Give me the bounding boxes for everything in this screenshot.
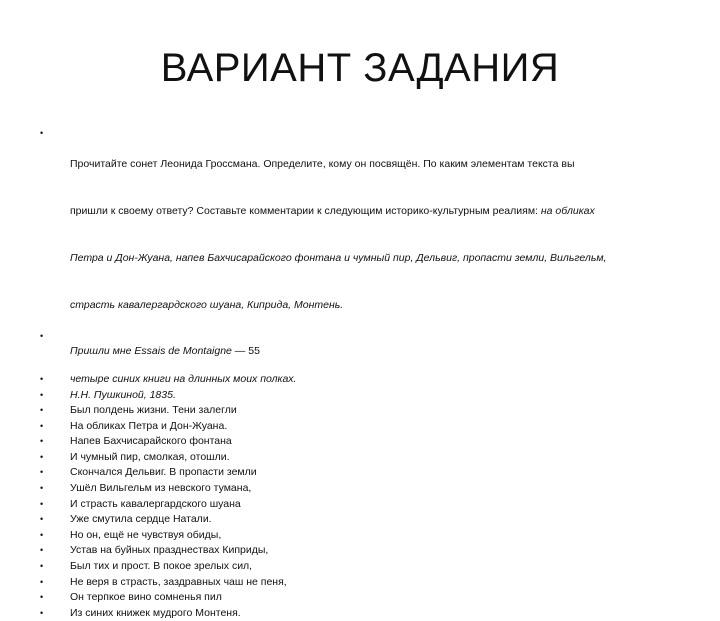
bullet-marker: •: [40, 498, 44, 509]
bullet-marker: •: [40, 514, 44, 525]
intro-bullet: [40, 126, 690, 344]
poem-line-text: Устав на буйных празднествах Киприды,: [70, 544, 269, 557]
bullet-marker: •: [40, 451, 44, 462]
poem-line-text: Он терпкое вино сомненья пил: [70, 591, 222, 604]
poem-line-text: Из синих книжек мудрого Монтеня.: [70, 606, 241, 619]
bullet-marker: •: [40, 561, 44, 572]
poem-line-text: Уже смутила сердце Натали.: [70, 513, 212, 526]
bullet-marker: •: [40, 436, 44, 447]
poem-line: [40, 606, 690, 621]
poem-line-text: И страсть кавалергардского шуана: [70, 497, 241, 510]
bullet-marker: •: [40, 373, 44, 384]
intro-line: Петра и Дон-Жуана, напев Бахчисарайского фонтана и чумный пир, Дельвиг, пропасти земли, Вильгельм,: [70, 251, 607, 264]
bullet-marker: •: [40, 529, 44, 540]
poem-line-text: На обликах Петра и Дон-Жуана.: [70, 419, 228, 432]
poem-line: [40, 434, 690, 450]
poem-line-text: Не веря в страсть, заздравных чаш не пеня,: [70, 575, 287, 588]
bullet-marker: •: [40, 330, 44, 341]
poem-line: [40, 450, 690, 466]
poem-line: [40, 543, 690, 559]
poem-line: [40, 372, 690, 388]
poem-line-text: Н.Н. Пушкиной, 1835.: [70, 388, 176, 401]
poem-line-text: Был полдень жизни. Тени залегли: [70, 404, 237, 417]
poem-line-text: Ушёл Вильгельм из невского тумана,: [70, 482, 252, 495]
bullet-marker: •: [40, 420, 44, 431]
slide-title: ВАРИАНТ ЗАДАНИЯ: [160, 46, 560, 90]
poem-line: [40, 419, 690, 435]
poem-line: [40, 590, 690, 606]
intro-line: страсть кавалергардского шуана, Киприда, Монтень.: [70, 298, 344, 311]
spacer: [40, 360, 690, 372]
bullet-marker: •: [40, 592, 44, 603]
poem-line: [40, 528, 690, 544]
bullet-marker: •: [40, 545, 44, 556]
bullet-marker: •: [40, 389, 44, 400]
poem-line-text: Был тих и прост. В покое зрелых сил,: [70, 560, 253, 573]
poem-line: [40, 575, 690, 591]
poem-line: [40, 388, 690, 404]
bullet-marker: •: [40, 128, 44, 138]
poem-line: [40, 465, 690, 481]
poem-line-text: Но он, ещё не чувствуя обиды,: [70, 528, 222, 541]
poem-line: [40, 512, 690, 528]
bullet-marker: •: [40, 483, 44, 494]
slide-content: [40, 126, 690, 621]
bullet-marker: •: [40, 576, 44, 587]
intro-line: пришли к своему ответу? Составьте комментарии к следующим историко-культурным реалиям: на обликах: [70, 204, 595, 217]
intro-line: Прочитайте сонет Леонида Гроссмана. Определите, кому он посвящён. По каким элементам текста вы: [70, 158, 575, 171]
bullet-marker: •: [40, 607, 44, 618]
bullet-marker: •: [40, 467, 44, 478]
poem-line-text: четыре синих книги на длинных моих полках.: [70, 372, 297, 385]
intro-text: [70, 126, 690, 344]
poem-list: [40, 372, 690, 621]
poem-line: [40, 403, 690, 419]
poem-line: [40, 559, 690, 575]
poem-line: [40, 497, 690, 513]
bullet-marker: •: [40, 405, 44, 416]
epigraph-line: Пришли мне Essais de Montaigne — 55: [70, 345, 260, 358]
poem-line-text: Напев Бахчисарайского фонтана: [70, 435, 232, 448]
poem-line-text: Скончался Дельвиг. В пропасти земли: [70, 466, 257, 479]
poem-line-text: И чумный пир, смолкая, отошли.: [70, 450, 230, 463]
poem-line: [40, 481, 690, 497]
